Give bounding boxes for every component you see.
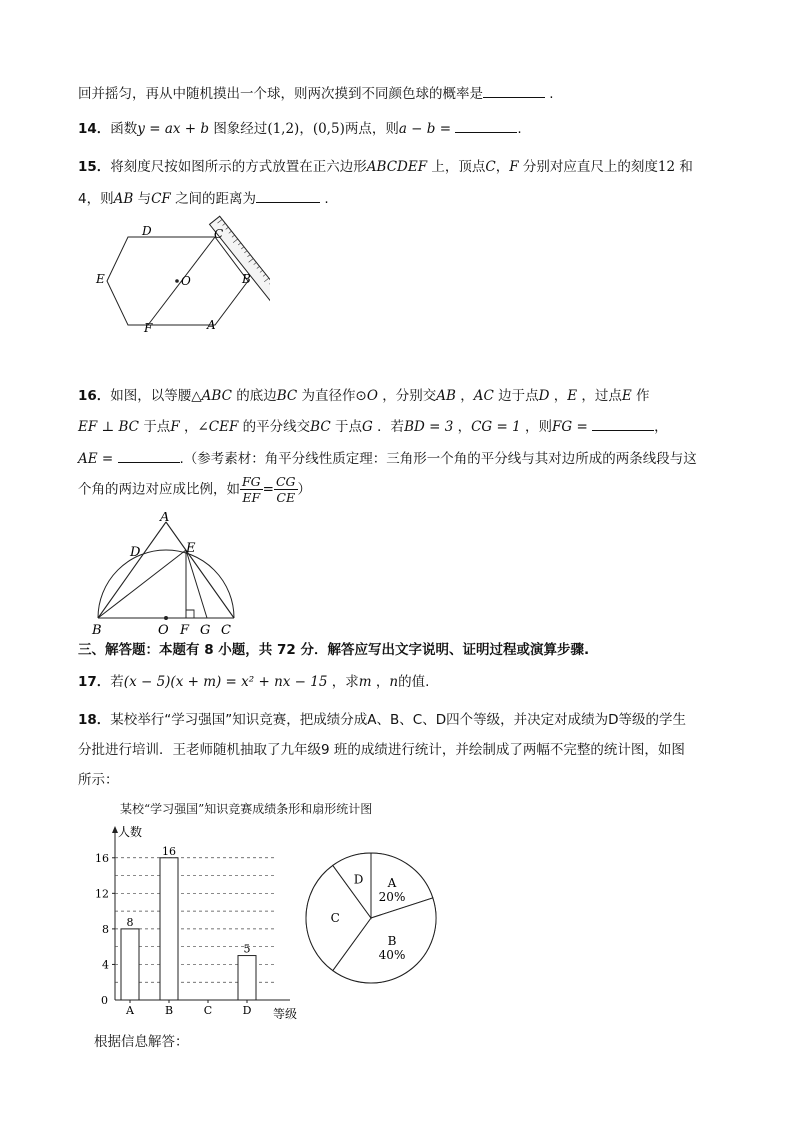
q16-line-4 [78,474,311,505]
q16-t15: ， [457,419,472,435]
q13-tail-line: 回并摇匀，再从中随机摸出一个球，则两次摸到不同颜色球的概率是 . [78,86,554,102]
q14-sep: ， [299,121,313,137]
q17-t1: 若 [110,674,124,690]
y-tick-label: 0 [101,994,108,1007]
q16-fraction-cg-ce [274,474,298,505]
label-f: F [180,623,190,638]
q16-t1: 如图，以等腰 [110,388,192,404]
q14-function: y = ax + b [137,121,210,137]
q15-text-5: 之间的距离为 [175,191,257,207]
q16-t10: 于点 [143,419,171,435]
q18-line-1 [78,708,686,728]
q15-comma: ， [495,159,510,175]
q16-bc: BC [276,388,298,404]
q16-t6: 边于点 [498,388,539,404]
q15-hexagon-name: ABCDEF [366,159,428,175]
bar-d [238,956,256,1000]
label-c: C [221,623,231,638]
q16-t13: 于点 [334,419,362,435]
label-d: D [142,224,152,238]
y-tick-label: 12 [95,887,109,901]
q18-line-3: 所示： [78,772,119,788]
q15-text-4: 4，则 [78,191,114,207]
q14-text-2: 图象经过 [213,121,268,137]
pie-percent-label: 40% [378,947,406,962]
pie-percent-label: 20% [378,890,406,905]
q16-t11: ， [183,419,198,435]
q16-line-1 [78,384,650,404]
q16-t17: ， [654,419,668,435]
q16-t9: 作 [636,388,650,404]
q17-n: n [389,674,399,690]
y-tick-label: 4 [102,958,109,972]
q16-ae-blank[interactable] [118,449,180,463]
q16-cg: CG = 1 [471,419,521,435]
q16-fg: FG = [552,419,588,435]
q13-tail-text: 回并摇匀，再从中随机摸出一个球，则两次摸到不同颜色球的概率是 [78,86,483,102]
q18-number: 18． [78,712,111,728]
q16-d: D [538,388,550,404]
pie-label: B [387,933,397,948]
q15-text-1: 将刻度尺按如图所示的方式放置在正六边形 [110,159,367,175]
q14-point-2: (0,5) [312,121,345,137]
q16-line-2 [78,415,668,435]
q16-bd: BD = 3 [404,419,454,435]
q16-perp: EF ⊥ BC [78,419,140,435]
pie-label: A [387,876,397,891]
chart-title: 某校“学习强国”知识竞赛成绩条形和扇形统计图 [120,802,373,816]
q16-angle: ∠CEF [197,419,239,435]
bar-a [121,929,139,1000]
x-tick-label: D [242,1004,252,1017]
q14-number: 14． [78,121,111,137]
q15-text-3: 分别对应直尺上的刻度 [522,159,658,175]
side-ab [98,522,166,618]
q14-line [78,117,522,137]
right-angle-mark [186,610,194,618]
q14-answer-blank[interactable] [455,119,517,133]
label-d: D [130,545,141,560]
x-tick-label: A [126,1004,134,1017]
label-e: E [186,541,196,556]
q14-text-3: 两点，则 [344,121,399,137]
q16-t16: ，则 [525,419,552,435]
q16-t19: 个角的两边对应成比例，如 [78,481,240,498]
q16-ac: AC [473,388,494,404]
bar-b [160,858,178,1000]
q16-e: E [567,388,578,404]
q15-point-f: F [509,159,519,175]
q16-t12: 的平分线交 [242,419,311,435]
label-b: B [242,272,251,286]
q16-ae: AE = [78,451,114,467]
q17-t2: ，求 [331,674,359,690]
q17-line [78,670,429,690]
q16-t14: ．若 [377,419,405,435]
q16-t20: ） [297,481,312,498]
bar-data-label: 16 [162,844,176,858]
x-tick-label: B [164,1004,174,1017]
bar-chart [85,822,305,1022]
q15-segment-cf: CF [151,191,171,207]
label-a: A [160,512,170,525]
q15-answer-blank[interactable] [256,189,320,203]
q16-bc2: BC [310,419,331,435]
frac-num-cg: CG [275,474,296,489]
bar-data-label: 5 [243,942,251,956]
q16-t7: ， [553,388,568,404]
frac-num-fg: FG [242,474,261,489]
q15-line-2 [78,187,329,207]
q15-number: 15． [78,159,111,175]
q16-triangle: △ABC [191,388,232,404]
q16-fg-blank[interactable] [592,417,654,431]
label-e: E [96,272,105,286]
q16-o: O [366,388,378,404]
q16-equals: = [262,481,274,498]
q15-text-and: 和 [679,159,693,175]
label-a: A [207,318,216,332]
answer-prompt: 根据信息解答： [94,1034,189,1050]
q15-scale-12: 12 [657,159,676,175]
q15-end: . [324,191,329,207]
q15-text-with: 与 [137,191,152,207]
segment-eg [186,550,207,618]
pie-label: C [330,911,340,925]
q16-number: 16． [78,388,111,404]
q16-ab: AB [436,388,456,404]
q15-figure [90,215,270,375]
q16-t2: 的底边 [236,388,277,404]
side-ac [166,522,234,618]
q14-text-1: 函数 [110,121,138,137]
q18-line-2: 分批进行培训．王老师随机抽取了九年级9 班的成绩进行统计，并绘制成了两幅不完整的统计图，如图 [78,742,685,758]
q14-expression: a − b = [398,121,452,137]
q13-answer-blank[interactable] [483,84,545,98]
q15-segment-ab: AB [113,191,134,207]
pie-chart [300,848,450,998]
label-o: O [158,623,169,638]
q15-point-c: C [485,159,496,175]
q16-g: G [361,419,373,435]
q16-t3: 为直径作⊙ [301,388,367,404]
label-o: O [181,274,191,288]
q16-line-3 [78,447,697,467]
x-axis-label: 等级 [273,1007,298,1021]
q15-line-1 [78,155,693,175]
label-c: C [214,227,224,241]
y-axis-label: 人数 [118,825,143,839]
q17-t3: ， [375,674,390,690]
q17-m: m [358,674,372,690]
label-b: B [92,623,102,638]
y-tick-label: 8 [102,922,109,936]
q16-t4: ，分别交 [382,388,437,404]
q17-equation: (x − 5)(x + m) = x² + nx − 15 [123,674,328,690]
q16-fraction-fg-ef [240,474,263,505]
q16-t5: ， [460,388,474,404]
q16-e2: E [621,388,632,404]
frac-den-ef: EF [242,490,261,505]
section-3-heading: 三、解答题：本题有 8 小题，共 72 分．解答应写出文字说明、证明过程或演算步骤. [78,642,590,658]
x-tick-label: C [203,1004,213,1017]
semicircle-arc [98,550,234,618]
q15-text-2: 上，顶点 [431,159,486,175]
q14-point-1: (1,2) [267,121,300,137]
q18-text-1: 某校举行“学习强国”知识竞赛，把成绩分成A、B、C、D四个等级，并决定对成绩为D等级的学生 [110,712,686,728]
pie-label: D [353,872,364,887]
y-tick-label: 16 [95,851,109,865]
label-g: G [200,623,211,638]
label-f: F [144,321,153,335]
q16-t8: ，过点 [581,388,622,404]
frac-den-ce: CE [276,490,296,505]
q16-t18: .（参考素材：角平分线性质定理：三角形一个角的平分线与其对边所成的两条线段与这 [179,451,697,467]
center-o-dot [164,616,168,620]
q14-end: . [517,121,522,137]
q17-t4: 的值. [398,674,430,690]
q16-f: F [170,419,180,435]
center-point [175,279,179,283]
q16-figure [90,512,250,640]
bar-data-label: 8 [126,915,134,929]
segment-be [98,550,186,618]
q17-number: 17． [78,674,111,690]
